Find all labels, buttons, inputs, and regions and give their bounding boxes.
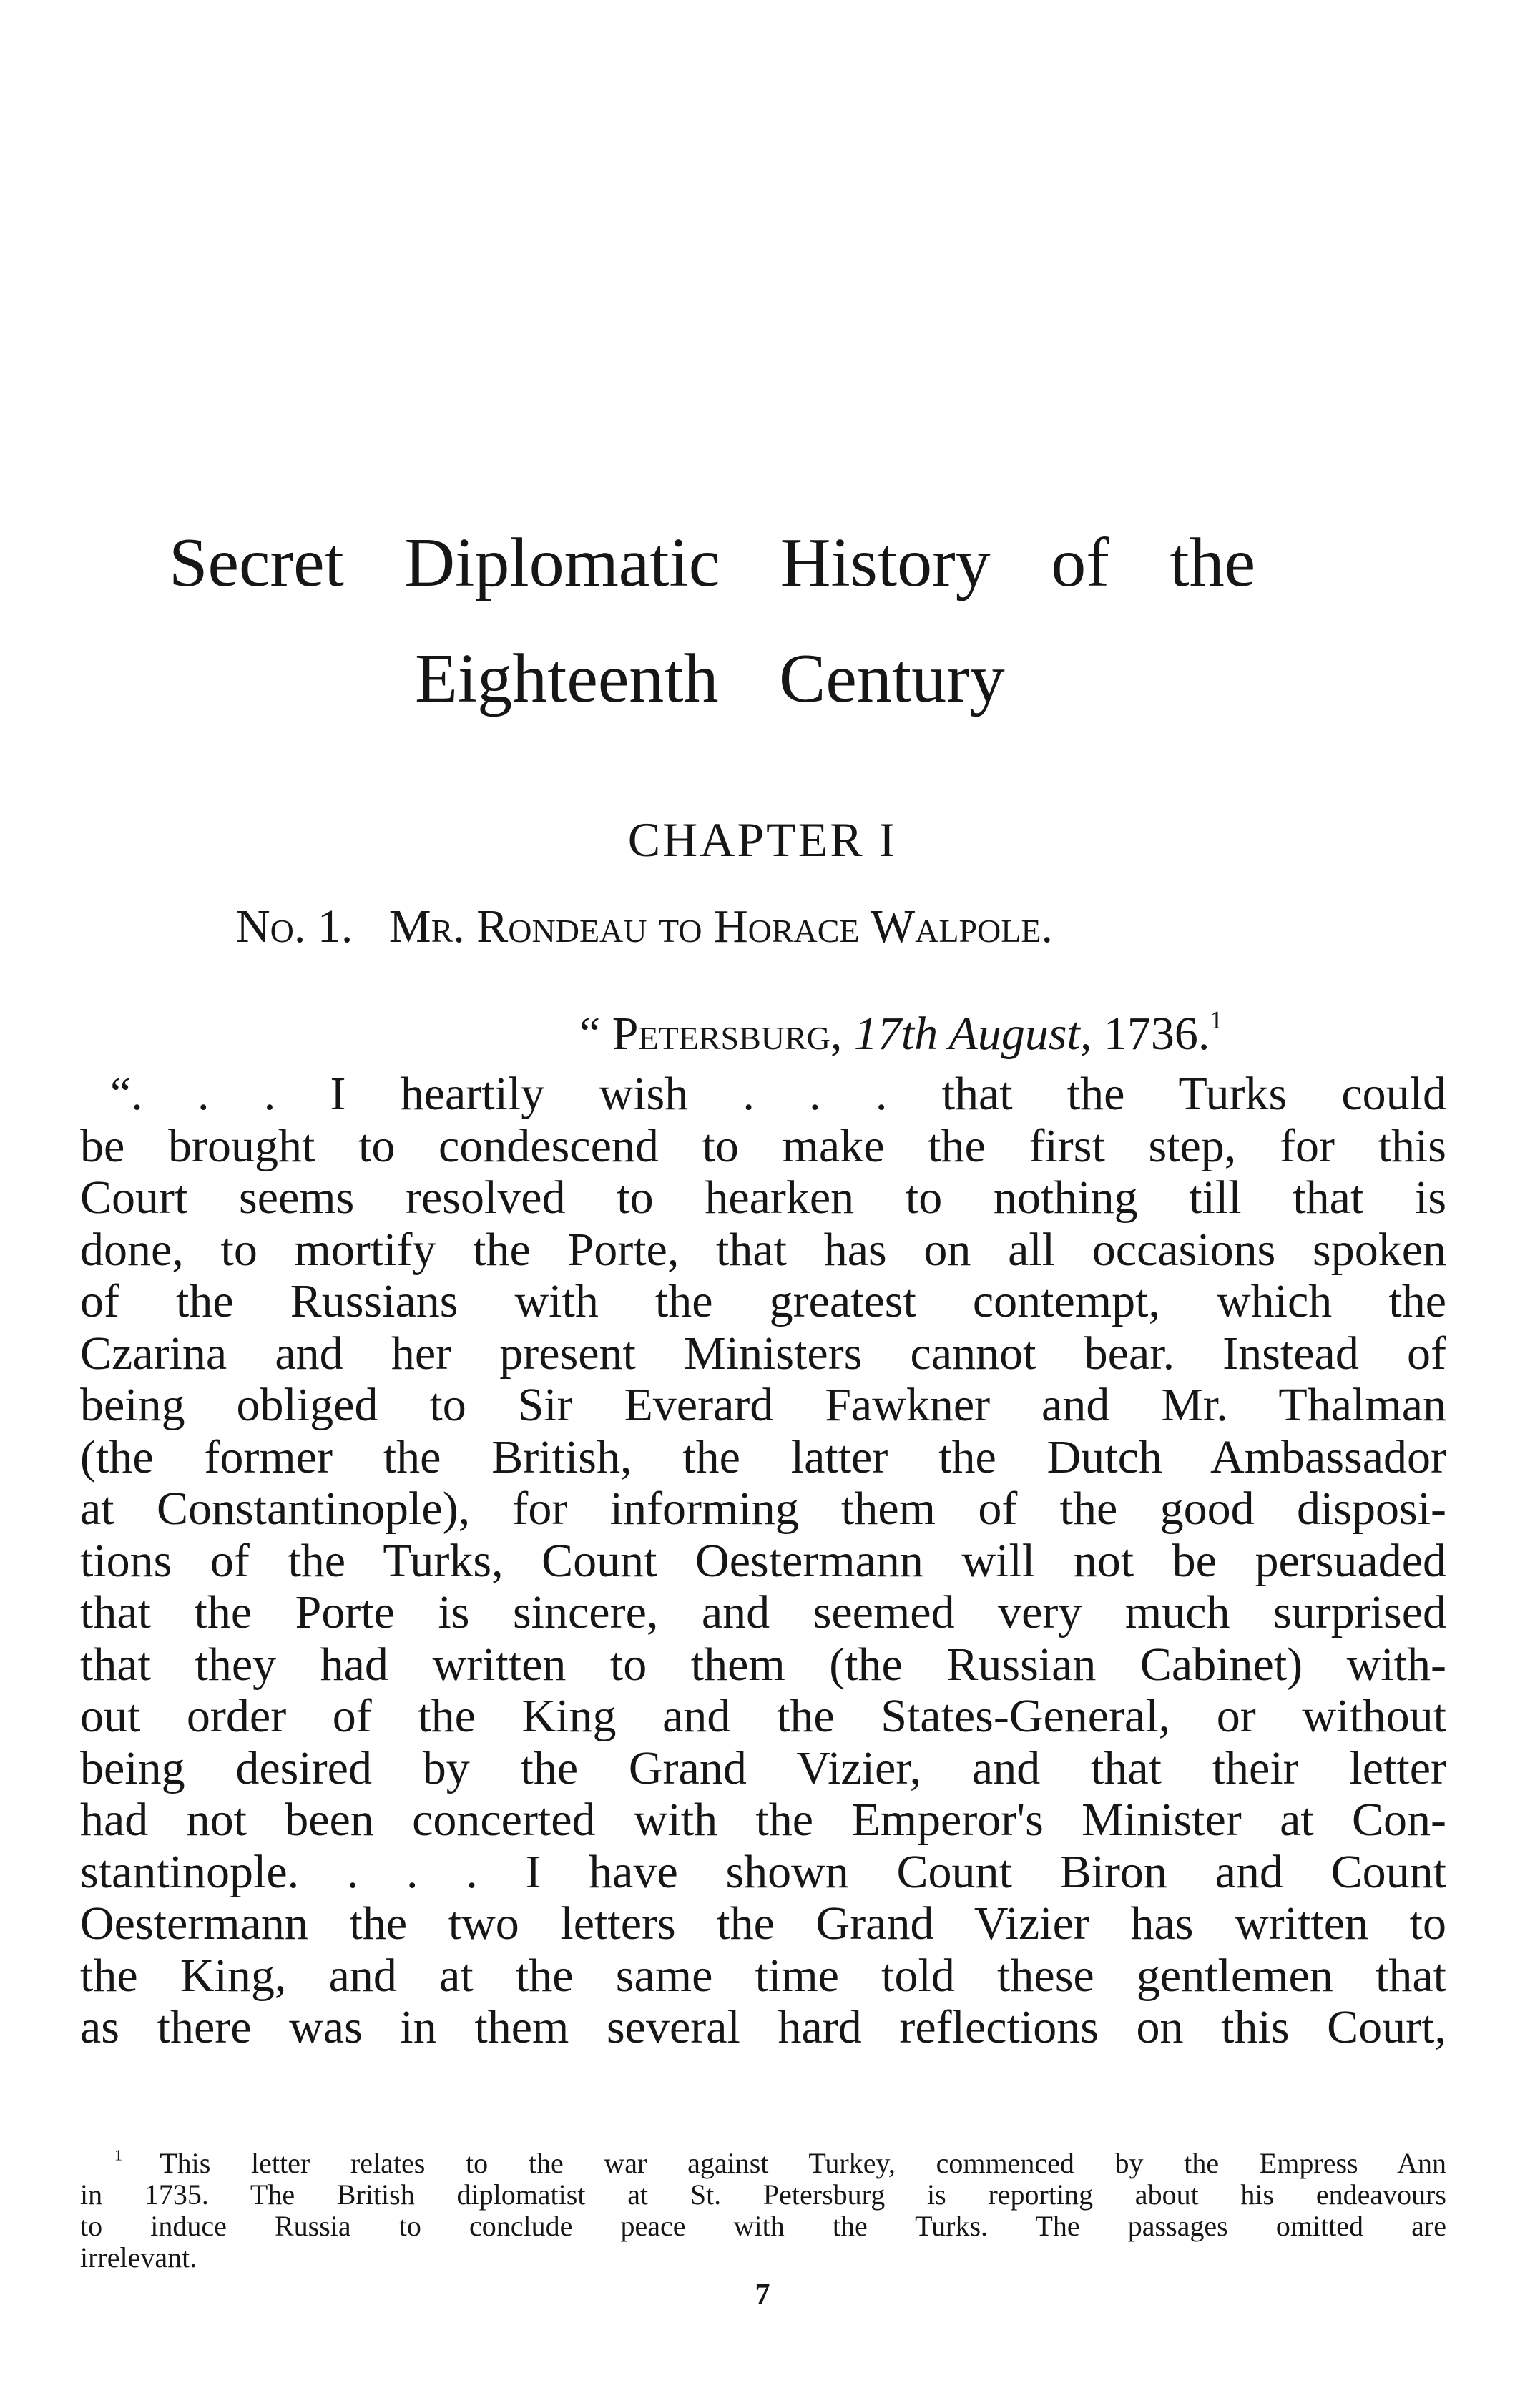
- footnote-reference: 1: [1210, 1005, 1223, 1034]
- body-line: Court seems resolved to hearken to nothing till that is: [80, 1171, 1446, 1224]
- body-line: be brought to condescend to make the first step, for this: [80, 1119, 1446, 1172]
- footnote-line: [80, 2179, 1446, 2211]
- page-number: 7: [755, 2279, 770, 2311]
- dateline-place: Petersburg,: [612, 1008, 843, 1060]
- body-line: as there was in them several hard reflections on this Court,: [80, 2001, 1446, 2053]
- book-title-line-1: Secret Diplomatic History of the: [169, 524, 1256, 601]
- body-line: the King, and at the same time told these gentlemen that: [80, 1949, 1446, 2002]
- chapter-heading: CHAPTER I: [627, 812, 898, 867]
- dateline-year: 1736.: [1103, 1008, 1210, 1060]
- footnote: [80, 2148, 1446, 2274]
- letter-title: Mr. Rondeau to Horace Walpole.: [388, 900, 1053, 953]
- letter-heading: [236, 900, 1077, 954]
- dateline-quote: “: [579, 1008, 601, 1060]
- footnote-text: irrelevant.: [80, 2241, 197, 2274]
- body-line: had not been concerted with the Emperor's Minister at Con-: [80, 1794, 1446, 1846]
- footnote-text: to induce Russia to conclude peace with the Turks. The passages omitted are: [80, 2210, 1446, 2242]
- body-line: being desired by the Grand Vizier, and that their letter: [80, 1741, 1446, 1794]
- footnote-line: [80, 2211, 1446, 2242]
- body-line: that they had written to them (the Russian Cabinet) with-: [80, 1638, 1446, 1691]
- dateline: [579, 1007, 1223, 1061]
- body-line: out order of the King and the States-General, or without: [80, 1690, 1446, 1742]
- body-line: Czarina and her present Ministers cannot bear. Instead of: [80, 1327, 1446, 1380]
- body-line: tions of the Turks, Count Oestermann will not be persuaded: [80, 1534, 1446, 1587]
- footnote-text: This letter relates to the war against Turkey, commenced by the Empress Ann: [160, 2147, 1446, 2179]
- body-line: Oestermann the two letters the Grand Vizier has written to: [80, 1897, 1446, 1950]
- letter-body: [80, 1068, 1446, 2054]
- footnote-marker: 1: [114, 2146, 160, 2164]
- letter-number: No. 1.: [236, 900, 353, 953]
- footnote-text: in 1735. The British diplomatist at St. Petersburg is reporting about his endeavours: [80, 2178, 1446, 2211]
- footnote-line: [80, 2148, 1446, 2179]
- body-line: “. . . I heartily wish . . . that the Turks could: [110, 1068, 1446, 1120]
- body-line: (the former the British, the latter the Dutch Ambassador: [80, 1430, 1446, 1483]
- body-line: done, to mortify the Porte, that has on all occasions spoken: [80, 1223, 1446, 1276]
- body-line: being obliged to Sir Everard Fawkner and Mr. Thalman: [80, 1379, 1446, 1431]
- book-title-line-2: Eighteenth Century: [415, 640, 1005, 717]
- body-line: of the Russians with the greatest contempt, which the: [80, 1275, 1446, 1327]
- body-line: that the Porte is sincere, and seemed very much surprised: [80, 1586, 1446, 1638]
- body-line: at Constantinople), for informing them of the good disposi-: [80, 1483, 1446, 1535]
- body-line: stantinople. . . . I have shown Count Biron and Count: [80, 1845, 1446, 1898]
- dateline-date: 17th August,: [853, 1008, 1092, 1060]
- footnote-line: [80, 2242, 1446, 2274]
